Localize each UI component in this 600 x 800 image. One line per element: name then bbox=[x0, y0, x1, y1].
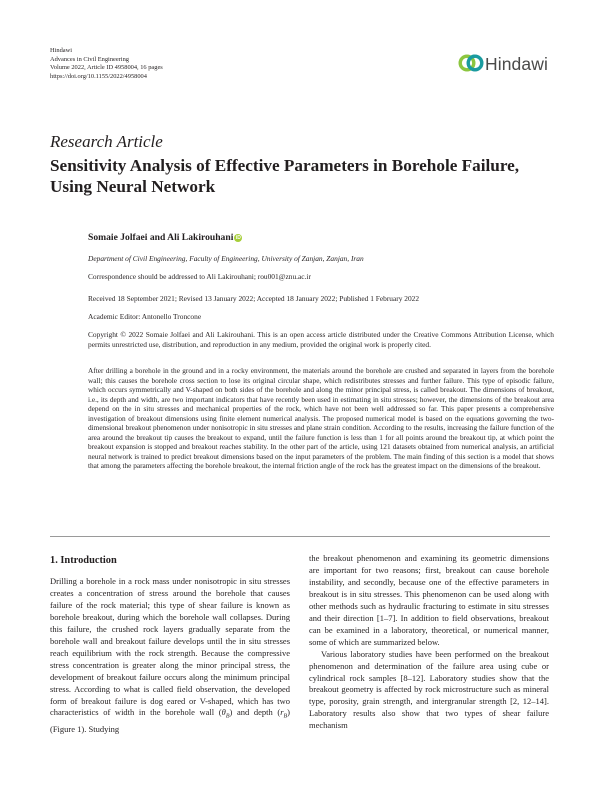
body-column-left bbox=[50, 576, 290, 736]
theta-subscript: B bbox=[225, 714, 230, 721]
copyright-notice: Copyright © 2022 Somaie Jolfaei and Ali Lakirouhani. This is an open access article distributed under the Creative Commons Attribution License, which permits unrestricted use, distribution, and reproduction in any medium, provided the original work is properly cited. bbox=[88, 330, 554, 349]
introduction-heading: 1. Introduction bbox=[50, 555, 117, 566]
journal-volume: Volume 2022, Article ID 4958004, 16 pages bbox=[50, 64, 163, 72]
publication-dates: Received 18 September 2021; Revised 13 January 2022; Accepted 18 January 2022; Published 1 February 2022 bbox=[88, 294, 420, 303]
body-column-right bbox=[309, 553, 549, 732]
abstract: After drilling a borehole in the ground and in a rocky environment, the materials around the borehole are crushed and separated in layers from the borehole wall; this causes the borehole cross section to lose its original circular shape, which redistributes stresses and further failure. This type of episodic failure, which occurs symmetrically and V-shaped on both sides of the borehole and along the minor principal stress, is called breakout. The dimensions of breakout, i.e., its depth and width, are two important indicators that have recently been used in estimating in situ stresses; however, the dimensions of the breakout area depend on the in situ stresses and mechanical properties of the rock, which have not been well addressed so far. This paper presents a comprehensive investigation of breakout dimensions using finite element numerical analysis. The proposed numerical model is based on the equations governing the two-dimensional breakout phenomenon under nonisotropic in situ stresses and plane strain condition. According to the results, increasing the failure function of the area around the breakout tip causes the breakout to expand, until the failure function is less than 1 for all points around the breakout tip, at which point the breakout expansion is stopped and breakout reaches stability. In the other part of the article, using 121 datasets obtained from numerical analysis, an artificial neural network is trained to predict breakout dimensions based on the input parameters of the problem. The main finding of this section is a model that shows that among the parameters affecting the borehole breakout, the internal friction angle of the rock has the greatest impact on the dimensions of the breakout. bbox=[88, 366, 554, 470]
correspondence: Correspondence should be addressed to Ali Lakirouhani; rou001@znu.ac.ir bbox=[88, 272, 311, 281]
r-subscript: B bbox=[283, 714, 288, 721]
intro-text-c: ) (Figure 1). Studying bbox=[50, 707, 291, 735]
theta-symbol: θ bbox=[221, 707, 226, 718]
author-names: Somaie Jolfaei and Ali Lakirouhani bbox=[88, 232, 234, 243]
hindawi-logo-text: Hindawi bbox=[485, 54, 548, 74]
r-symbol: r bbox=[280, 707, 284, 718]
journal-publisher: Hindawi bbox=[50, 47, 73, 54]
article-title: Sensitivity Analysis of Effective Parameters in Borehole Failure, Using Neural Network bbox=[50, 156, 520, 196]
authors-line bbox=[88, 232, 242, 243]
journal-name: Advances in Civil Engineering bbox=[50, 55, 129, 63]
affiliation: Department of Civil Engineering, Faculty of Engineering, University of Zanjan, Zanjan, Iran bbox=[88, 254, 364, 263]
journal-doi-link[interactable]: https://doi.org/10.1155/2022/4958004 bbox=[50, 72, 147, 80]
article-type: Research Article bbox=[50, 132, 163, 151]
intro-paragraph-1-continued: the breakout phenomenon and examining its geometric dimensions are important for two reasons; first, breakout can cause borehole instability, and secondly, because one of the effective parameters in breakout is in situ stresses. This phenomenon can be used along with other methods such as hydraulic fracturing to estimate in situ stresses and their direction [1–7]. In addition to field observations, breakout can be examined in a laboratory, theoretical, or numerical manner, some of which are summarized below. bbox=[309, 553, 549, 647]
intro-paragraph-2: Various laboratory studies have been performed on the breakout phenomenon and determination of the failure area using cube or cylindrical rock samples [8–12]. Laboratory studies show that the breakout geometry is affected by rock microstructure such as mineral type, porosity, grain strength, and intergranular strength [2, 12–14]. Laboratory results also show that two types of shear failure mechanism bbox=[309, 648, 549, 731]
hindawi-logo[interactable] bbox=[458, 50, 558, 80]
journal-meta bbox=[50, 47, 310, 81]
intro-text-b: ) and depth ( bbox=[229, 707, 281, 718]
hindawi-logo-icon bbox=[458, 50, 484, 76]
academic-editor: Academic Editor: Antonello Troncone bbox=[88, 312, 202, 321]
intro-text-a: Drilling a borehole in a rock mass under nonisotropic in situ stresses creates a concentration of stress around the borehole that causes failure of the rock material; this type of shear failure is known as borehole breakout, during which the borehole wall collapses. During this failure, the crushed rock layers gradually separate from the borehole wall and breakout failure develops until the in situ stresses reach equilibrium with the rock strength. Because the compressive stress concentration is greater along the minor principal stress, the development of breakout failure occurs along the minimum principal stress. According to what is called field observation, the developed form of breakout failure is dog eared or V-shaped, which has two characteristics of width in the borehole wall ( bbox=[50, 576, 290, 718]
section-divider bbox=[50, 536, 550, 537]
intro-paragraph-1 bbox=[50, 576, 290, 736]
orcid-icon[interactable]: iD bbox=[235, 235, 241, 241]
